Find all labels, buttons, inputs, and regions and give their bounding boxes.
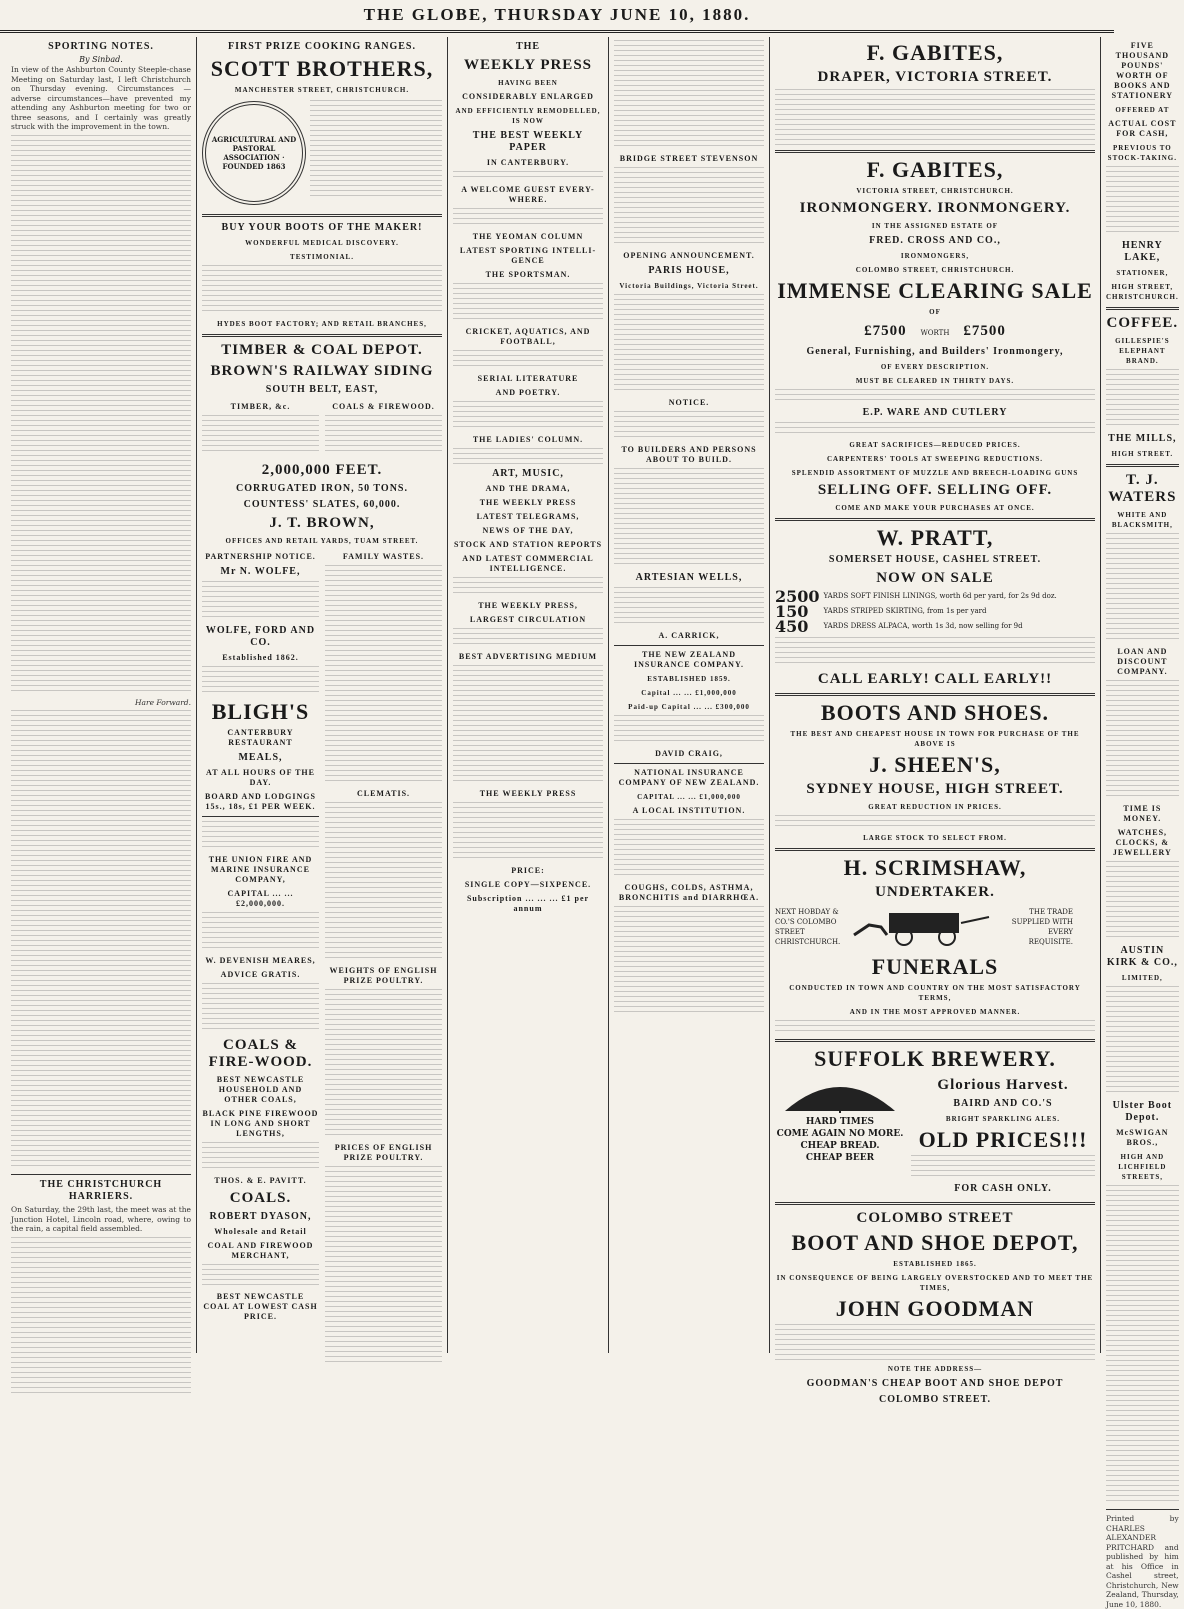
meals-hours: AT ALL HOURS OF THE DAY. [206, 768, 315, 787]
robert-dyason: ROBERT DYASON, [209, 1211, 312, 1222]
largest-circulation: LARGEST CIRCULATION [469, 615, 587, 624]
come-again: COME AGAIN NO MORE. [776, 1129, 904, 1139]
ulster-boot-depot: Ulster Boot Depot. [1112, 1100, 1173, 1123]
in-canterbury: IN CANTERBURY. [486, 158, 570, 167]
scott-brothers-title: SCOTT BROTHERS, [210, 56, 434, 81]
ad-text-block [775, 389, 1095, 403]
ad-text-block [614, 819, 764, 879]
hydes-factory: HYDES BOOT FACTORY; AND RETAIL BRANCHES, [217, 320, 427, 328]
trade-supplied: THE TRADE SUPPLIED WITH EVERY REQUISITE. [1011, 908, 1073, 946]
mcswigan-address: HIGH AND LICHFIELD STREETS, [1118, 1153, 1167, 1181]
family-wastes: FAMILY WASTES. [342, 552, 425, 561]
newcastle-coal-cash: BEST NEWCASTLE COAL AT LOWEST CASH PRICE. [203, 1292, 318, 1321]
ad-text-block [614, 906, 764, 1016]
article-text-block [325, 989, 442, 1139]
ad-text-block [614, 294, 764, 394]
nz-established: ESTABLISHED 1859. [647, 675, 731, 683]
column-3 [448, 37, 609, 1353]
worth-label: WORTH [920, 329, 950, 337]
the-drama: AND THE DRAMA, [485, 484, 571, 493]
conducted: CONDUCTED IN TOWN AND COUNTRY ON THE MOST SATISFACTORY TERMS, [789, 984, 1081, 1002]
david-craig: DAVID CRAIG, [655, 749, 723, 758]
victoria-buildings: Victoria Buildings, Victoria Street. [619, 282, 759, 290]
sporting-signature: Hare Forward. [135, 697, 191, 707]
column-5 [1101, 37, 1184, 1609]
stevenson: BRIDGE STREET STEVENSON [619, 154, 759, 163]
immense-clearing-sale: IMMENSE CLEARING SALE [777, 278, 1093, 303]
ad-text-block [202, 1142, 319, 1172]
advice-gratis: ADVICE GRATIS. [220, 970, 301, 979]
amount-7500-b: £7500 [963, 323, 1006, 339]
sporting-text: In view of the Ashburton County Steeple-chase Meeting on Saturday last, I left Christchurch on Thursday evening. Circumstances —adverse circumstances—have prevented my attending any Ashburton meeting for two or three seasons, and I certainly was greatly struck with the improvement in the town. [11, 65, 191, 131]
ironmongery-title: IRONMONGERY. IRONMONGERY. [799, 200, 1071, 216]
ad-text-block [1106, 533, 1179, 643]
news-of-day: NEWS OF THE DAY, [482, 526, 574, 535]
sheens-title: J. SHEEN'S, [869, 752, 1001, 777]
ad-text-block [1106, 861, 1179, 941]
somerset-house: SOMERSET HOUSE, CASHEL STREET. [828, 554, 1042, 565]
of-label: OF [929, 308, 941, 316]
qty-150: 150 [775, 602, 809, 621]
art-music: ART, MUSIC, [492, 468, 564, 479]
ad-text-block [1106, 986, 1179, 1096]
the-label: THE [515, 41, 541, 52]
ladies-column: THE LADIES' COLUMN. [472, 435, 584, 444]
time-is-money: TIME IS MONEY. [1123, 804, 1162, 823]
boots-subheading: WONDERFUL MEDICAL DISCOVERY. [245, 239, 399, 247]
scrimshaw-title: H. SCRIMSHAW, [843, 855, 1027, 880]
article-text-block [11, 135, 191, 695]
meals: MEALS, [238, 752, 283, 763]
undertaker: UNDERTAKER. [875, 884, 995, 900]
john-goodman: JOHN GOODMAN [835, 1296, 1035, 1321]
weekly-press-2: THE WEEKLY PRESS [479, 498, 577, 507]
baird-co: BAIRD AND CO.'S [953, 1098, 1053, 1109]
two-million-feet: 2,000,000 FEET. [261, 462, 383, 478]
national-insurance: NATIONAL INSURANCE COMPANY OF NEW ZEALAND. [618, 768, 760, 787]
ad-text-block [1106, 369, 1179, 429]
having-been: HAVING BEEN [498, 79, 558, 87]
ad-text-block [453, 401, 603, 431]
printer-imprint: Printed by CHARLES ALEXANDER PRITCHARD and published by him at his Office in Cashel street, Christchurch, New Zealand, Thursday, June 10, 1880. [1106, 1514, 1179, 1609]
corrugated-iron: CORRUGATED IRON, 50 TONS. [236, 483, 408, 494]
hearse-illustration [849, 907, 999, 947]
the-mills: THE MILLS, [1108, 433, 1177, 444]
south-belt: SOUTH BELT, EAST, [265, 384, 379, 395]
boots-and-shoes: BOOTS AND SHOES. [820, 700, 1050, 725]
ad-text-block [911, 1155, 1095, 1179]
artesian-wells: ARTESIAN WELLS, [635, 572, 743, 583]
nz-insurance: THE NEW ZEALAND INSURANCE COMPANY. [633, 650, 744, 669]
board-lodgings: BOARD AND LODGINGS 15s., 18s, £1 PER WEEK. [205, 792, 316, 811]
sydney-house: SYDNEY HOUSE, HIGH STREET. [806, 781, 1064, 797]
ad-text-block [614, 587, 764, 627]
page-columns [0, 33, 1179, 1609]
splendid-guns: SPLENDID ASSORTMENT OF MUZZLE AND BREECH-LOADING GUNS [791, 469, 1079, 477]
five-thousand: FIVE THOUSAND POUNDS' WORTH OF BOOKS AND STATIONERY [1111, 41, 1174, 100]
blacksmith: WHITE AND BLACKSMITH, [1111, 511, 1173, 529]
weekly-press-3: THE WEEKLY PRESS, [478, 601, 578, 610]
goodman-depot: GOODMAN'S CHEAP BOOT AND SHOE DEPOT [806, 1378, 1064, 1389]
general-furnishing: General, Furnishing, and Builders' Ironmongery, [806, 346, 1064, 357]
ad-text-block [453, 448, 603, 464]
weekly-press-4: THE WEEKLY PRESS [479, 789, 577, 798]
canterbury-restaurant: CANTERBURY RESTAURANT [227, 728, 294, 747]
established-1862: Established 1862. [222, 653, 299, 662]
ad-text-block [202, 983, 319, 1033]
ironmongers: IRONMONGERS, [900, 252, 970, 260]
gabites-title-2: F. GABITES, [866, 157, 1004, 182]
union-capital: CAPITAL ... ... £2,000,000. [227, 889, 294, 908]
hard-times: HARD TIMES [805, 1117, 875, 1127]
colombo-street: COLOMBO STREET, CHRISTCHURCH. [855, 266, 1015, 274]
builders-notice: TO BUILDERS AND PERSONS ABOUT TO BUILD. [621, 445, 757, 464]
actual-cost: ACTUAL COST FOR CASH, [1108, 119, 1177, 138]
ad-text-block [614, 411, 764, 441]
pine-firewood: BLACK PINE FIREWOOD IN LONG AND SHORT LENGTHS, [202, 1109, 319, 1138]
article-text-block [11, 1237, 191, 1397]
henry-lake: HENRY LAKE, [1121, 240, 1163, 263]
ad-text-block [453, 171, 603, 181]
for-cash-only: FOR CASH ONLY. [954, 1183, 1052, 1194]
sportsman: THE SPORTSMAN. [485, 270, 571, 279]
pavitt: THOS. & E. PAVITT. [214, 1176, 307, 1185]
large-stock: LARGE STOCK TO SELECT FROM. [863, 834, 1007, 842]
article-text-block [325, 1166, 442, 1366]
sparkling-ales: BRIGHT SPARKLING ALES. [945, 1115, 1061, 1123]
offered-at: OFFERED AT [1115, 106, 1170, 114]
qty-450: 450 [775, 617, 809, 636]
boots-maker-heading: BUY YOUR BOOTS OF THE MAKER! [221, 222, 423, 233]
coffee-title: COFFEE. [1106, 315, 1179, 331]
ad-text-block [202, 912, 319, 952]
ad-text-block [453, 350, 603, 370]
assigned-estate: IN THE ASSIGNED ESTATE OF [871, 222, 999, 230]
old-prices: OLD PRICES!!! [918, 1127, 1088, 1152]
serial-literature: SERIAL LITERATURE [477, 374, 579, 383]
commercial-intelligence: AND LATEST COMMERCIAL INTELLIGENCE. [462, 554, 594, 573]
latest-telegrams: LATEST TELEGRAMS, [476, 512, 580, 521]
glorious-harvest: Glorious Harvest. [937, 1077, 1069, 1093]
dyason-wholesale: Wholesale and Retail [214, 1227, 307, 1236]
ad-text-block [775, 1020, 1095, 1034]
carrick-name: A. CARRICK, [658, 631, 720, 640]
wolfe-name: Mr N. WOLFE, [220, 566, 301, 577]
sporting-heading: SPORTING NOTES. [48, 41, 154, 52]
amount-7500: £7500 [864, 323, 907, 339]
ad-text-block [453, 628, 603, 648]
article-text-block [11, 710, 191, 1170]
ad-text-block [614, 40, 764, 150]
ad-text-block [775, 422, 1095, 436]
great-sacrifices: GREAT SACRIFICES—REDUCED PRICES. [849, 441, 1021, 449]
masthead: THE GLOBE, THURSDAY JUNE 10, 1880. [0, 0, 1114, 33]
weekly-press-title: WEEKLY PRESS [463, 57, 592, 73]
union-insurance: THE UNION FIRE AND MARINE INSURANCE COMPANY, [208, 855, 313, 884]
harriers-text: On Saturday, the 29th last, the meet was at the Junction Hotel, Lincoln road, where, owing to the rain, a capital field assembled. [11, 1205, 191, 1233]
price-list-block [775, 89, 1095, 145]
blighs-title: BLIGH'S [211, 699, 310, 724]
clematis: CLEMATIS. [356, 789, 411, 798]
jt-brown: J. T. BROWN, [269, 515, 375, 531]
gabites-draper: DRAPER, VICTORIA STREET. [817, 69, 1053, 85]
yards-alpaca: YARDS DRESS ALPACA, worth 1s 3d, now selling for 9d [823, 622, 1023, 630]
sporting-intelligence: LATEST SPORTING INTELLI-GENCE [459, 246, 597, 265]
single-copy: SINGLE COPY—SIXPENCE. [464, 880, 592, 889]
umbrella-illustration [780, 1073, 900, 1113]
stationer: STATIONER, [1116, 269, 1169, 277]
ad-text-block [453, 208, 603, 228]
ad-text-block [775, 815, 1095, 829]
previous-stocktaking: PREVIOUS TO STOCK-TAKING. [1107, 144, 1178, 162]
column-3b [609, 37, 770, 1353]
scott-address: MANCHESTER STREET, CHRISTCHURCH. [234, 86, 410, 94]
poultry-prices: PRICES OF ENGLISH PRIZE POULTRY. [334, 1143, 433, 1162]
thirty-days: MUST BE CLEARED IN THIRTY DAYS. [855, 377, 1015, 385]
austin-kirk: AUSTIN KIRK & CO., [1106, 945, 1178, 968]
ad-text-block [202, 666, 319, 696]
opening-announcement: OPENING ANNOUNCEMENT. [623, 251, 755, 260]
poultry-weights: WEIGHTS OF ENGLISH PRIZE POULTRY. [329, 966, 438, 985]
price-label: PRICE: [511, 866, 545, 875]
now-on-sale: NOW ON SALE [876, 570, 994, 586]
nz-capital: Capital ... ... £1,000,000 [641, 689, 737, 697]
call-early: CALL EARLY! CALL EARLY!! [817, 671, 1053, 687]
ad-text-block [453, 283, 603, 323]
mills-high-street: HIGH STREET. [1111, 450, 1174, 458]
paris-house: PARIS HOUSE, [648, 265, 730, 276]
colombo-street-2: COLOMBO STREET. [878, 1394, 992, 1405]
column-1 [6, 37, 197, 1353]
come-purchase: COME AND MAKE YOUR PURCHASES AT ONCE. [835, 504, 1035, 512]
national-capital: CAPITAL ... ... £1,000,000 [637, 793, 741, 801]
ad-text-block [775, 637, 1095, 667]
ad-text-block [202, 821, 319, 851]
partnership-notice: PARTNERSHIP NOTICE. [205, 552, 316, 561]
cheap-beer: CHEAP BEER [805, 1153, 875, 1163]
yeoman-column: THE YEOMAN COLUMN [472, 232, 584, 241]
ad-text-block [453, 665, 603, 785]
ad-text-block [614, 715, 764, 745]
selling-off: SELLING OFF. SELLING OFF. [817, 482, 1053, 498]
timber-depot-title: TIMBER & COAL DEPOT. [221, 342, 423, 358]
testimonial-heading: TESTIMONIAL. [290, 253, 354, 261]
welcome-guest: A WELCOME GUEST EVERY-WHERE. [461, 185, 595, 204]
ad-text-block [775, 1324, 1095, 1360]
coals-title: COALS. [229, 1190, 292, 1206]
gabites-title: F. GABITES, [866, 40, 1004, 65]
ad-text-block [453, 802, 603, 862]
yards-linings: YARDS SOFT FINISH LININGS, worth 6d per yard, for 2s 9d doz. [823, 592, 1057, 600]
stock-station: STOCK AND STATION REPORTS [453, 540, 603, 549]
approved-manner: AND IN THE MOST APPROVED MANNER. [849, 1008, 1021, 1016]
harriers-heading: THE CHRISTCHURCH HARRIERS. [39, 1179, 163, 1202]
colombo-street-title: COLOMBO STREET [856, 1210, 1014, 1226]
depot-established: ESTABLISHED 1865. [893, 1260, 977, 1268]
ad-text-block [202, 581, 319, 621]
coals-firewood-title: COALS & FIRE-WOOD. [208, 1037, 313, 1070]
dyason-merchant: COAL AND FIREWOOD MERCHANT, [207, 1241, 314, 1260]
note-address: NOTE THE ADDRESS— [887, 1365, 983, 1373]
devenish-meares: W. DEVENISH MEARES, [205, 956, 316, 965]
pratt-title: W. PRATT, [876, 525, 994, 550]
considerably-enlarged: CONSIDERABLY ENLARGED [462, 92, 594, 101]
ad-text-block [202, 265, 442, 315]
loan-discount: LOAN AND DISCOUNT COMPANY. [1117, 647, 1168, 676]
newcastle-coals: BEST NEWCASTLE HOUSEHOLD AND OTHER COALS, [216, 1075, 305, 1104]
tj-waters: T. J. WATERS [1108, 472, 1177, 505]
remodelled: AND EFFICIENTLY REMODELLED, IS NOW [455, 107, 601, 125]
jt-brown-address: OFFICES AND RETAIL YARDS, TUAM STREET. [225, 537, 419, 545]
ad-ranges-header: FIRST PRIZE COOKING RANGES. [228, 41, 416, 52]
ad-text-block [202, 415, 319, 455]
article-text-block [325, 802, 442, 962]
and-poetry: AND POETRY. [495, 388, 561, 397]
countess-slates: COUNTESS' SLATES, 60,000. [243, 499, 401, 510]
sporting-byline: By Sinbad. [79, 55, 123, 64]
watches-clocks: WATCHES, CLOCKS, & JEWELLERY [1112, 828, 1172, 857]
next-hobday: NEXT HOBDAY & CO.'S COLOMBO STREET CHRISTCHURCH. [775, 908, 841, 946]
notice-heading: NOTICE. [668, 398, 710, 407]
cheap-bread: CHEAP BREAD. [800, 1141, 880, 1151]
coughs-colds: COUGHS, COLDS, ASTHMA, BRONCHITIS and DIARRHŒA. [618, 883, 760, 902]
column-2 [197, 37, 448, 1353]
great-reduction: GREAT REDUCTION IN PRICES. [868, 803, 1002, 811]
mcswigan: McSWIGAN BROS., [1116, 1128, 1169, 1147]
article-text-block [325, 565, 442, 785]
timber-label: TIMBER, &c. [230, 402, 291, 411]
suffolk-brewery: SUFFOLK BREWERY. [814, 1046, 1056, 1071]
limited: LIMITED, [1121, 974, 1163, 982]
boot-shoe-depot: BOOT AND SHOE DEPOT, [791, 1230, 1079, 1255]
nz-paidup: Paid-up Capital ... ... £300,000 [628, 703, 750, 711]
overstocked: IN CONSEQUENCE OF BEING LARGELY OVERSTOCKED AND TO MEET THE TIMES, [776, 1274, 1094, 1292]
association-seal-logo: AGRICULTURAL AND PASTORAL ASSOCIATION · FOUNDED 1863 [202, 101, 306, 205]
ad-text-block [1106, 166, 1179, 236]
local-institution: A LOCAL INSTITUTION. [632, 806, 746, 815]
carpenters-tools: CARPENTERS' TOOLS AT SWEEPING REDUCTIONS. [826, 455, 1044, 463]
gillespie-brand: GILLESPIE'S ELEPHANT BRAND. [1115, 337, 1170, 365]
ad-text-block [1106, 680, 1179, 800]
fred-cross: FRED. CROSS AND CO., [869, 235, 1001, 246]
best-cheapest: THE BEST AND CHEAPEST HOUSE IN TOWN FOR PURCHASE OF THE ABOVE IS [790, 730, 1080, 748]
gabites-address-2: VICTORIA STREET, CHRISTCHURCH. [856, 187, 1014, 195]
ad-text-block [325, 415, 442, 455]
ep-ware: E.P. WARE AND CUTLERY [862, 407, 1008, 418]
ad-text-block [614, 468, 764, 568]
lake-address: HIGH STREET, CHRISTCHURCH. [1106, 283, 1179, 301]
coals-firewood-label: COALS & FIREWOOD. [332, 402, 435, 411]
ad-text-block [1106, 1185, 1179, 1505]
column-4 [770, 37, 1101, 1405]
every-description: OF EVERY DESCRIPTION. [880, 363, 990, 371]
best-weekly-paper: THE BEST WEEKLY PAPER [472, 130, 584, 153]
advertising-medium: BEST ADVERTISING MEDIUM [458, 652, 598, 661]
funerals: FUNERALS [871, 954, 999, 979]
yards-skirting: YARDS STRIPED SKIRTING, from 1s per yard [823, 607, 987, 615]
ad-text-block [202, 1264, 319, 1288]
ad-text-block [453, 577, 603, 597]
subscription: Subscription ... ... ... £1 per annum [466, 894, 590, 913]
ad-text-block [614, 167, 764, 247]
cricket-aquatics: CRICKET, AQUATICS, AND FOOTBALL, [465, 327, 591, 346]
ad-text-block [310, 100, 442, 200]
qty-2500: 2500 [775, 587, 820, 606]
wolfe-ford: WOLFE, FORD AND CO. [205, 625, 316, 648]
browns-siding: BROWN'S RAILWAY SIDING [210, 363, 434, 379]
